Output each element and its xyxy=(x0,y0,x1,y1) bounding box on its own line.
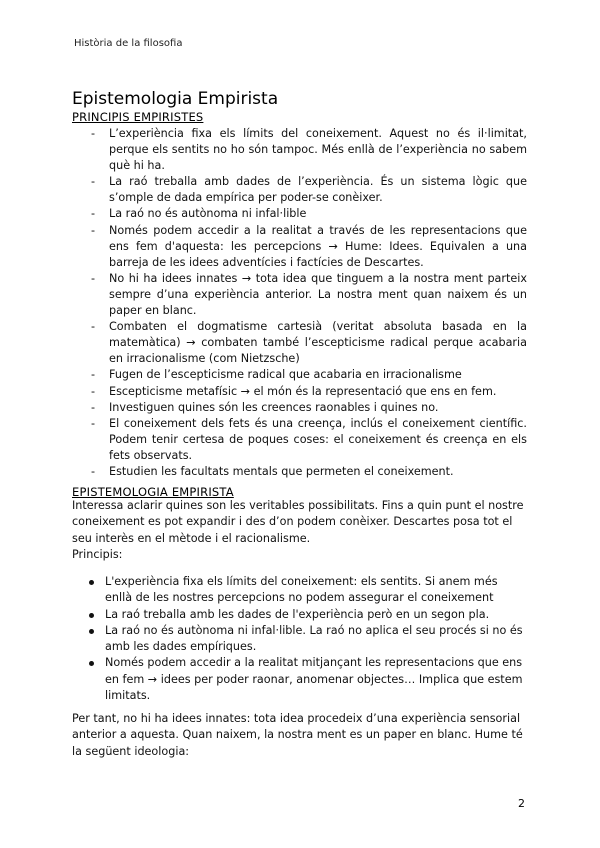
bullet-item: La raó treballa amb les dades de l'experiència però en un segon pla. xyxy=(72,607,528,623)
list-item: - La raó treballa amb dades de l’experiència. És un sistema lògic que s’omple de dada empírica per poder-se conèixer. xyxy=(72,174,527,206)
section-heading-epistemologia: EPISTEMOLOGIA EMPIRISTA xyxy=(72,485,234,499)
intro-paragraph: Interessa aclarir quines son les veritables possibilitats. Fins a quin punt el nostre coneixement es pot expandir i des d’on podem conèixer. Descartes posa tot el seu interès en el mètode i el racionalisme. xyxy=(72,499,524,545)
section-heading-principis: PRINCIPIS EMPIRISTES xyxy=(72,110,204,124)
list-item: - Escepticisme metafísic → el món és la representació que ens en fem. xyxy=(72,384,527,400)
bullet-item: Només podem accedir a la realitat mitjançant les representacions que ens en fem → idees per poder raonar, anomenar objectes… Implica que estem limitats. xyxy=(72,655,528,704)
list-item: - L’experiència fixa els límits del coneixement. Aquest no és il·limitat, perque els sentits no ho són tampoc. Més enllà de l’experiència no sabem què hi ha. xyxy=(72,126,527,174)
bullet-item: La raó no és autònoma ni infal·lible. La raó no aplica el seu procés si no és amb les dades empíriques. xyxy=(72,623,528,656)
list-item: - Combaten el dogmatisme cartesià (veritat absoluta basada en la matemàtica) → combaten també l’escepticisme radical perque acabaria en irracionalisme (com Nietzsche) xyxy=(72,319,527,367)
list-item: - Investiguen quines són les creences raonables i quines no. xyxy=(72,400,527,416)
list-item: - Fugen de l’escepticisme radical que acabaria en irracionalisme xyxy=(72,367,527,383)
principis-dash-list xyxy=(72,126,527,480)
page-number: 2 xyxy=(518,797,525,810)
principis-label: Principis: xyxy=(72,548,123,561)
bullet-item: L'experiència fixa els límits del coneixement: els sentits. Si anem més enllà de les nostres percepcions no podem assegurar el coneixement xyxy=(72,574,528,607)
running-header: Història de la filosofia xyxy=(74,38,183,49)
list-item: - Només podem accedir a la realitat a través de les representacions que ens fem d'aquesta: les percepcions → Hume: Idees. Equivalen a una barreja de les idees adventícies i factícies de Descartes. xyxy=(72,223,527,271)
document-title: Epistemologia Empirista xyxy=(72,89,279,109)
conclusion-paragraph: Per tant, no hi ha idees innates: tota idea procedeix d’una experiència sensorial anterior a aquesta. Quan naixem, la nostra ment es un paper en blanc. Hume té la següent ideologia: xyxy=(72,712,523,758)
list-item: - El coneixement dels fets és una creença, inclús el coneixement científic. Podem tenir certesa de poques coses: el coneixement és creença en els fets observats. xyxy=(72,416,527,464)
list-item: - No hi ha idees innates → tota idea que tinguem a la nostra ment parteix sempre d’una experiència anterior. La nostra ment quan naixem és un paper en blanc. xyxy=(72,271,527,319)
list-item: - Estudien les facultats mentals que permeten el coneixement. xyxy=(72,464,527,480)
list-item: - La raó no és autònoma ni infal·lible xyxy=(72,206,527,222)
principis-bullet-list xyxy=(72,574,528,704)
